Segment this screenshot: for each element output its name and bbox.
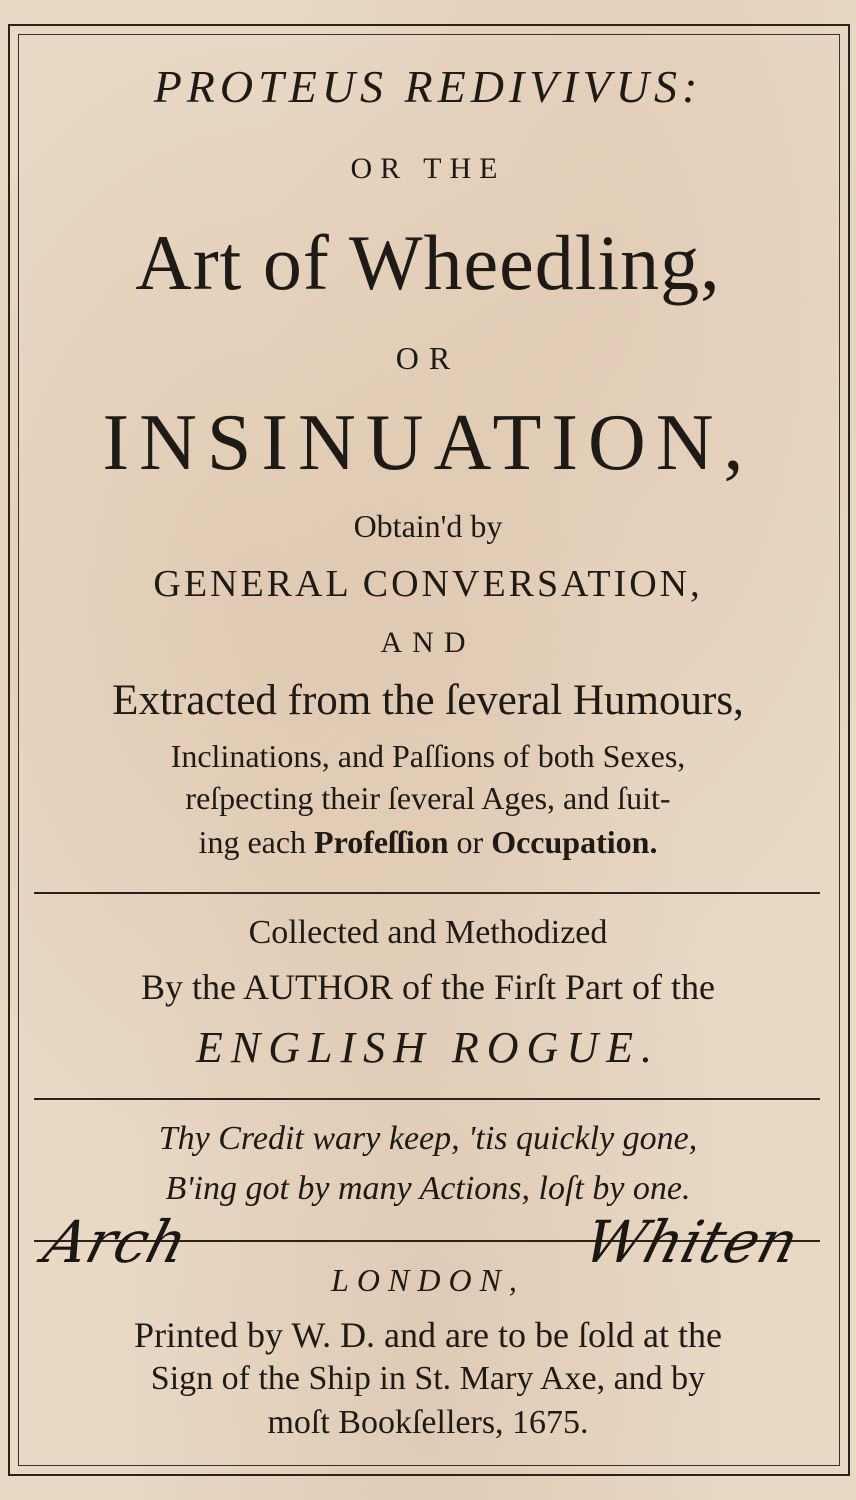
or-the-line: OR THE [350,152,506,185]
title-line: PROTEUS REDIVIVUS: [153,61,703,112]
by-author-line: By the AUTHOR of the Firſt Part of the [141,967,715,1007]
obtaind-by-line: Obtain'd by [353,508,503,544]
sign-of-line: Sign of the Ship in St. Mary Axe, and by [150,1360,706,1397]
divider-rule [34,1098,820,1100]
main-title: Art of Wheedling, [135,219,721,306]
verse-line-1: Thy Credit wary keep, 'tis quickly gone, [158,1120,698,1157]
and-line: AND [380,626,476,659]
inclinations-line: Inclinations, and Paſſions of both Sexes, [170,738,686,774]
printed-by-line: Printed by W. D. and are to be ſold at the [134,1315,722,1355]
booksellers-line: moſt Bookſellers, 1675. [267,1404,589,1441]
collected-line: Collected and Methodized [248,914,608,951]
english-rogue-line: ENGLISH ROGUE. [196,1023,660,1072]
london-line: LONDON, [331,1262,525,1298]
occupation-word: Occupation. [491,824,658,860]
insinuation-line: INSINUATION, [102,399,754,487]
each-prefix: ing each [198,824,315,860]
divider-rule [34,892,820,894]
verse-line-2: B'ing got by many Actions, loſt by one. [165,1170,691,1207]
signature-left: Arch [36,1208,195,1276]
signature-right: Whiten [576,1208,806,1276]
general-conversation-line: GENERAL CONVERSATION, [153,563,703,605]
or-line: OR [395,340,461,376]
or-word: or [448,824,492,860]
profession-line [0,824,856,861]
profession-word: Profeſſion [314,824,449,860]
respecting-line: reſpecting their ſeveral Ages, and ſuit- [185,780,671,816]
extracted-line: Extracted from the ſeveral Humours, [112,677,744,724]
